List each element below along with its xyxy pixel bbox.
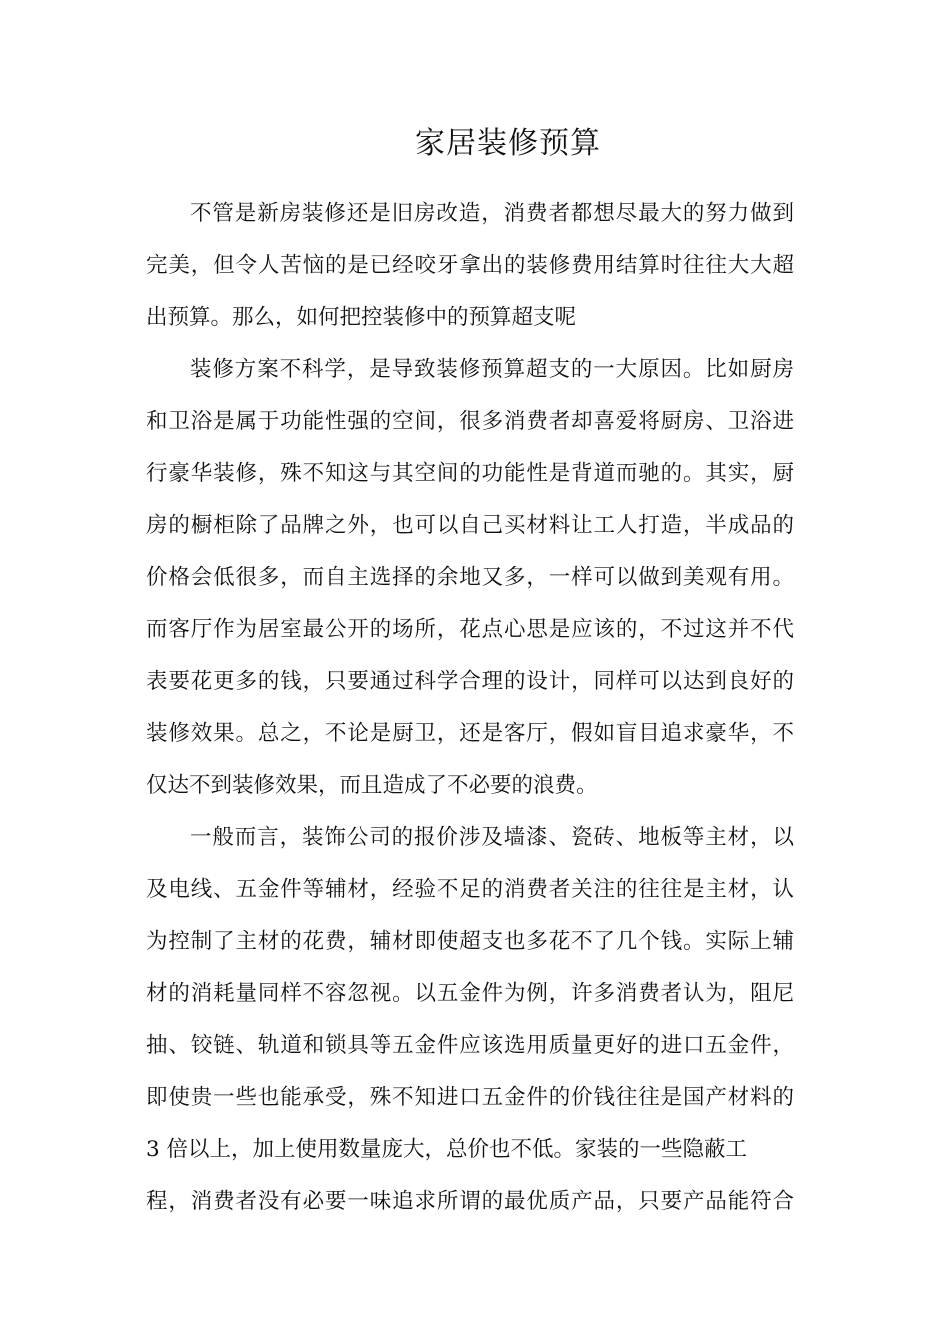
paragraph-line: 行豪华装修，殊不知这与其空间的功能性是背道而驰的。其实，厨 [146,461,794,486]
paragraph-line: 而客厅作为居室最公开的场所，花点心思是应该的，不过这并不代 [146,617,794,642]
paragraph-line: 表要花更多的钱，只要通过科学合理的设计，同样可以达到良好的 [146,669,794,694]
paragraph-line: 仅达不到装修效果，而且造成了不必要的浪费。 [146,773,598,798]
paragraph-line: 和卫浴是属于功能性强的空间，很多消费者却喜爱将厨房、卫浴进 [146,409,794,434]
paragraph-line: 材的消耗量同样不容忽视。以五金件为例，许多消费者认为，阻尼 [146,981,794,1006]
paragraph-line: 完美，但令人苦恼的是已经咬牙拿出的装修费用结算时往往大大超 [146,253,794,278]
paragraph-line: 即使贵一些也能承受，殊不知进口五金件的价钱往往是国产材料的 [146,1085,794,1110]
paragraph-line: 不管是新房装修还是旧房改造，消费者都想尽最大的努力做到 [190,201,794,226]
paragraph-line: 装修效果。总之，不论是厨卫，还是客厅，假如盲目追求豪华，不 [146,721,794,746]
paragraph-line: 抽、铰链、轨道和锁具等五金件应该选用质量更好的进口五金件， [146,1033,794,1058]
paragraph-line: 价格会低很多，而自主选择的余地又多，一样可以做到美观有用。 [146,565,794,590]
paragraph-line: 及电线、五金件等辅材，经验不足的消费者关注的往往是主材，认 [146,877,794,902]
paragraph-line: 程，消费者没有必要一味追求所谓的最优质产品，只要产品能符合 [146,1189,794,1214]
paragraph-line: 房的橱柜除了品牌之外，也可以自己买材料让工人打造，半成品的 [146,513,794,538]
document-title: 家居装修预算 [415,126,601,161]
paragraph-line: 一般而言，装饰公司的报价涉及墙漆、瓷砖、地板等主材，以 [190,825,794,850]
paragraph-line: 为控制了主材的花费，辅材即使超支也多花不了几个钱。实际上辅 [146,929,794,954]
paragraph-line: 装修方案不科学，是导致装修预算超支的一大原因。比如厨房 [190,357,794,382]
paragraph-line: 3 倍以上，加上使用数量庞大，总价也不低。家装的一些隐蔽工 [146,1137,748,1162]
paragraph-line: 出预算。那么，如何把控装修中的预算超支呢 [146,305,577,330]
